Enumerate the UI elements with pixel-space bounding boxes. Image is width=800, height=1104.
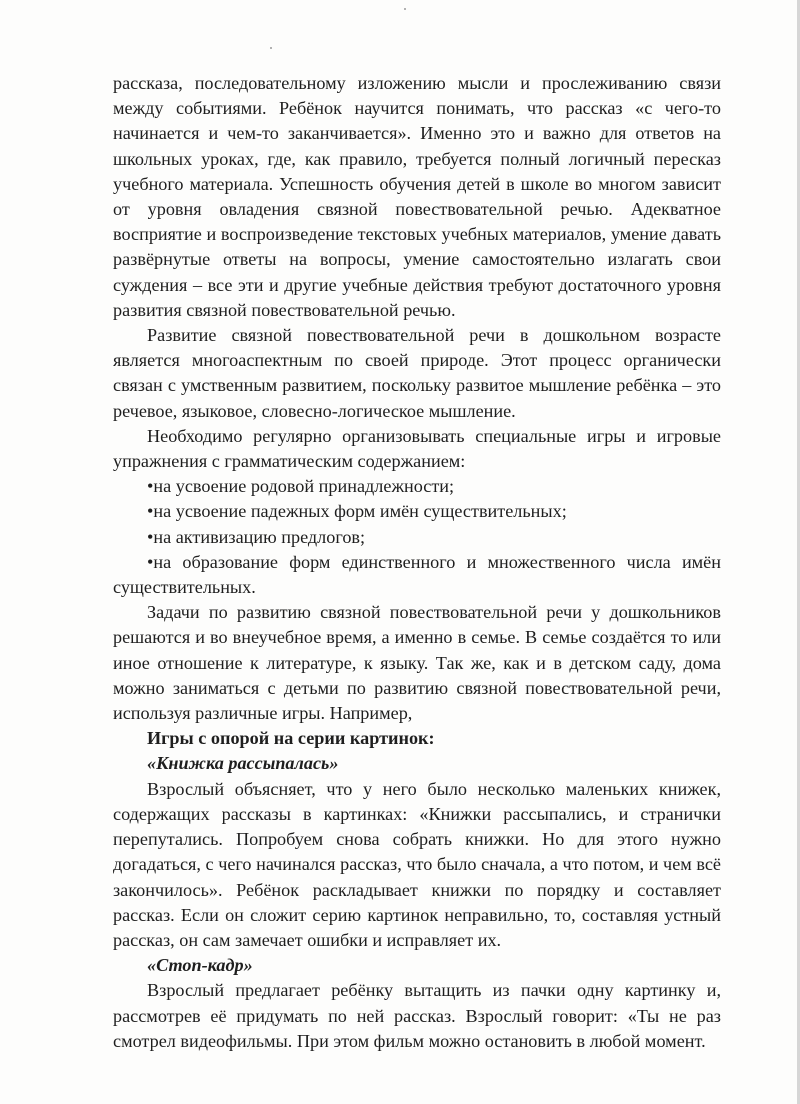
bullet-item: •на усвоение родовой принадлежности; — [147, 476, 455, 497]
game-title: «Стоп-кадр» — [147, 955, 253, 976]
paragraph-family: Задачи по развитию связной повествовательной речи у дошкольников решаются и во внеучебное время, а именно в семье. В семье создаётся то или иное отношение к литературе, к языку. Так же, как и в детском саду, дома можно заниматься с детьми по развитию связной повествовательной речи, используя различные игры. Например, — [113, 602, 721, 724]
paragraph-game-description: Взрослый предлагает ребёнку вытащить из пачки одну картинку и, рассмотрев её придумать по ней рассказ. Взрослый говорит: «Ты не раз смотрел видеофильмы. При этом фильм можно остановить в любой момент. — [113, 980, 721, 1051]
document-body — [113, 71, 721, 1054]
bullet-item: •на усвоение падежных форм имён существительных; — [147, 501, 567, 522]
paragraph-game-description: Взрослый объясняет, что у него было несколько маленьких книжек, содержащих рассказы в картинках: «Книжки рассыпались, и странички перепутались. Попробуем снова собрать книжки. Но для этого нужно догадаться, с чего начинался рассказ, что было сначала, а что потом, и чем всё закончилось». Ребёнок раскладывает книжки по порядку и составляет рассказ. Если он сложит серию картинок неправильно, то, составляя устный рассказ, он сам замечает ошибки и исправляет их. — [113, 778, 721, 950]
game-title: «Книжка рассыпалась» — [147, 753, 339, 774]
scan-speck — [270, 47, 272, 49]
paragraph-development: Развитие связной повествовательной речи в дошкольном возрасте является многоаспектным по своей природе. Этот процесс органически связан с умственным развитием, поскольку развитое мышление ребёнка – это речевое, языковое, словесно-логическое мышление. — [113, 325, 721, 421]
bullet-item: •на образование форм единственного и множественного числа имён существительных. — [113, 551, 721, 598]
scan-speck — [404, 8, 406, 10]
section-heading: Игры с опорой на серии картинок: — [147, 728, 435, 749]
bullet-item: •на активизацию предлогов; — [147, 526, 366, 547]
paragraph-games-intro: Необходимо регулярно организовывать специальные игры и игровые упражнения с грамматическим содержанием: — [113, 425, 721, 472]
paragraph-continuation: рассказа, последовательному изложению мысли и прослеживанию связи между событиями. Ребёнок научится понимать, что рассказ «с чего-то начинается и чем-то заканчивается». Именно это и важно для ответов на школьных уроках, где, как правило, требуется полный логичный пересказ учебного материала. Успешность обучения детей в школе во многом зависит от уровня овладения связной повествовательной речью. Адекватное восприятие и воспроизведение текстовых учебных материалов, умение давать развёрнутые ответы на вопросы, умение самостоятельно излагать свои суждения – все эти и другие учебные действия требуют достаточного уровня развития связной повествовательной речью. — [113, 73, 721, 320]
